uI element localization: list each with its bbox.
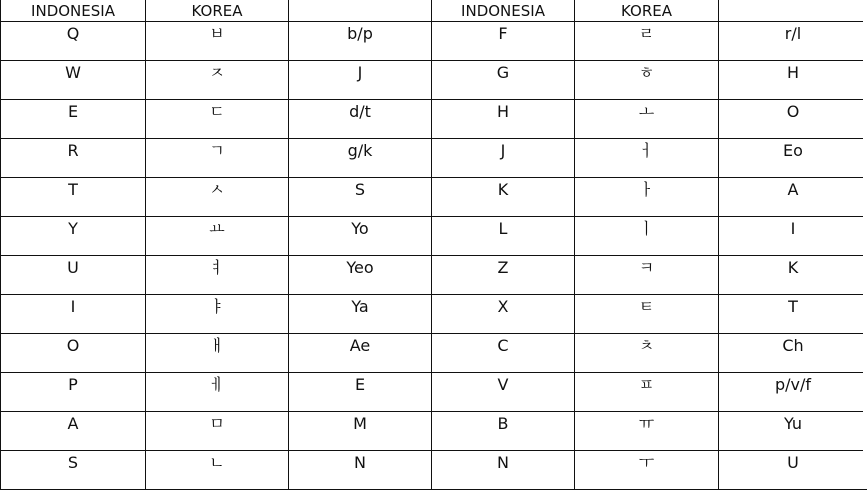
indonesia-key-right-cell: F	[432, 22, 575, 61]
indonesia-key-left-cell: A	[1, 412, 146, 451]
romanization-left-cell: S	[289, 178, 432, 217]
korea-char-right-cell: ㅗ	[575, 100, 719, 139]
indonesia-key-right-cell: N	[432, 451, 575, 490]
indonesia-key-left-cell: S	[1, 451, 146, 490]
romanization-left-cell: Ae	[289, 334, 432, 373]
romanization-left-cell: Yeo	[289, 256, 432, 295]
romanization-left-cell: N	[289, 451, 432, 490]
table-row	[1, 334, 867, 373]
indonesia-key-left-cell: O	[1, 334, 146, 373]
indonesia-key-left-cell: T	[1, 178, 146, 217]
korea-char-right-cell: ㅍ	[575, 373, 719, 412]
romanization-right-cell: A	[719, 178, 867, 217]
korea-char-left-cell: ㄴ	[146, 451, 289, 490]
table-row	[1, 61, 867, 100]
romanization-right-cell: Yu	[719, 412, 867, 451]
romanization-right-cell: U	[719, 451, 867, 490]
romanization-left-cell: M	[289, 412, 432, 451]
korea-char-right-cell: ㅏ	[575, 178, 719, 217]
indonesia-key-right-cell: V	[432, 373, 575, 412]
header-indonesia-left: INDONESIA	[1, 0, 146, 22]
header-korea-left: KOREA	[146, 0, 289, 22]
korea-char-right-cell: ㅎ	[575, 61, 719, 100]
romanization-right-cell: Eo	[719, 139, 867, 178]
indonesia-key-right-cell: J	[432, 139, 575, 178]
romanization-left-cell: E	[289, 373, 432, 412]
table-row	[1, 412, 867, 451]
romanization-left-cell: Ya	[289, 295, 432, 334]
indonesia-key-left-cell: Q	[1, 22, 146, 61]
table-row	[1, 100, 867, 139]
indonesia-key-right-cell: C	[432, 334, 575, 373]
header-indonesia-right: INDONESIA	[432, 0, 575, 22]
table-row	[1, 139, 867, 178]
indonesia-key-left-cell: P	[1, 373, 146, 412]
romanization-right-cell: H	[719, 61, 867, 100]
korea-char-left-cell: ㄱ	[146, 139, 289, 178]
romanization-left-cell: J	[289, 61, 432, 100]
header-romanization-right	[719, 0, 867, 22]
indonesia-key-left-cell: U	[1, 256, 146, 295]
table-row	[1, 22, 867, 61]
romanization-right-cell: p/v/f	[719, 373, 867, 412]
header-korea-right: KOREA	[575, 0, 719, 22]
indonesia-key-left-cell: Y	[1, 217, 146, 256]
romanization-right-cell: Ch	[719, 334, 867, 373]
korea-char-left-cell: ㅐ	[146, 334, 289, 373]
indonesia-key-right-cell: X	[432, 295, 575, 334]
page-edge	[863, 0, 867, 455]
korea-char-right-cell: ㅌ	[575, 295, 719, 334]
indonesia-key-left-cell: W	[1, 61, 146, 100]
korea-char-right-cell: ㅓ	[575, 139, 719, 178]
indonesia-key-left-cell: R	[1, 139, 146, 178]
korea-char-left-cell: ㄷ	[146, 100, 289, 139]
korea-char-right-cell: ㅊ	[575, 334, 719, 373]
table-row	[1, 451, 867, 490]
table-row	[1, 178, 867, 217]
romanization-right-cell: r/l	[719, 22, 867, 61]
table-row	[1, 295, 867, 334]
korea-char-right-cell: ㅣ	[575, 217, 719, 256]
indonesia-key-right-cell: G	[432, 61, 575, 100]
romanization-left-cell: Yo	[289, 217, 432, 256]
indonesia-key-right-cell: Z	[432, 256, 575, 295]
table-row	[1, 373, 867, 412]
indonesia-key-left-cell: E	[1, 100, 146, 139]
korea-char-left-cell: ㅈ	[146, 61, 289, 100]
korea-char-right-cell: ㄹ	[575, 22, 719, 61]
korea-char-left-cell: ㅕ	[146, 256, 289, 295]
korea-char-left-cell: ㅔ	[146, 373, 289, 412]
indonesia-key-right-cell: B	[432, 412, 575, 451]
korea-char-left-cell: ㅛ	[146, 217, 289, 256]
romanization-left-cell: d/t	[289, 100, 432, 139]
table-header-row	[1, 0, 867, 22]
table-body	[1, 0, 867, 490]
romanization-left-cell: b/p	[289, 22, 432, 61]
table-row	[1, 217, 867, 256]
romanization-right-cell: T	[719, 295, 867, 334]
korea-char-right-cell: ㅋ	[575, 256, 719, 295]
romanization-right-cell: I	[719, 217, 867, 256]
table-row	[1, 256, 867, 295]
romanization-left-cell: g/k	[289, 139, 432, 178]
korea-char-left-cell: ㅁ	[146, 412, 289, 451]
korea-char-left-cell: ㅑ	[146, 295, 289, 334]
indonesia-key-right-cell: K	[432, 178, 575, 217]
indonesia-key-right-cell: H	[432, 100, 575, 139]
korea-char-left-cell: ㅂ	[146, 22, 289, 61]
romanization-right-cell: O	[719, 100, 867, 139]
korea-char-left-cell: ㅅ	[146, 178, 289, 217]
header-romanization-left	[289, 0, 432, 22]
korea-char-right-cell: ㅜ	[575, 451, 719, 490]
korea-char-right-cell: ㅠ	[575, 412, 719, 451]
indonesia-key-right-cell: L	[432, 217, 575, 256]
indonesia-key-left-cell: I	[1, 295, 146, 334]
romanization-right-cell: K	[719, 256, 867, 295]
